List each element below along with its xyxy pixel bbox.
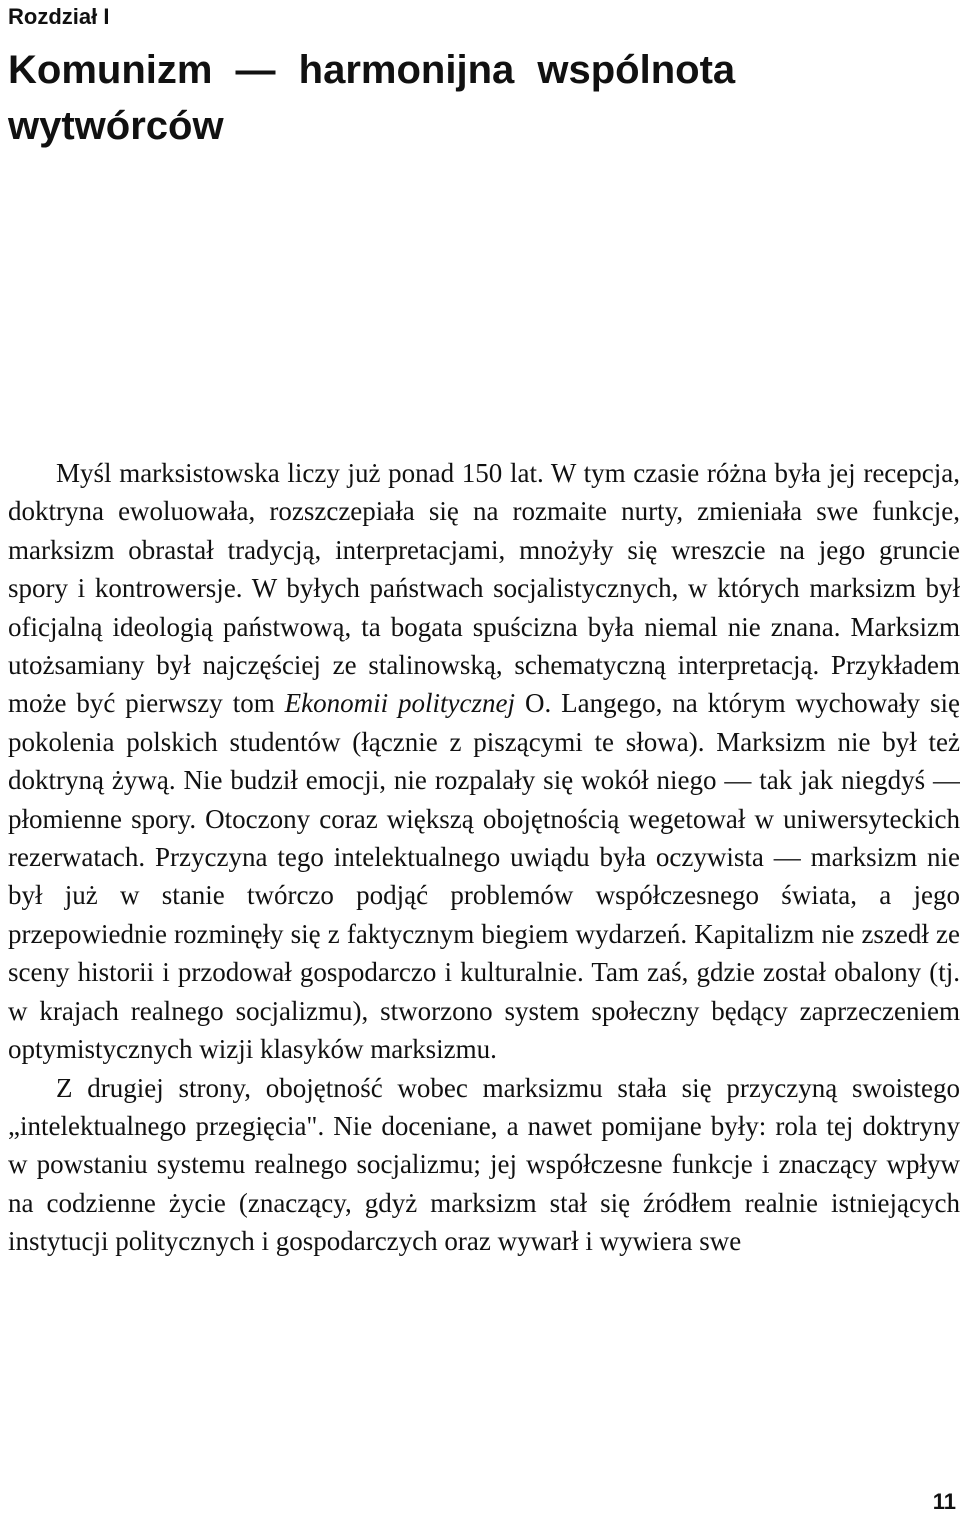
paragraph-1 bbox=[8, 454, 960, 1069]
book-title-italic: Ekonomii politycznej bbox=[284, 688, 516, 719]
page-number: 11 bbox=[932, 1489, 956, 1514]
chapter-title: Komunizm — harmonijna wspólnota wytwórców bbox=[8, 48, 736, 148]
body-text bbox=[8, 454, 960, 1261]
paragraph-1-text-a: Myśl marksistowska liczy już ponad 150 lat. W tym czasie różna była jej recepcja, doktryna ewoluowała, rozszczepiała się na rozmaite nurty, zmieniała swe funkcje, marksizm obrastał tradycją, interpretacjami, mnożyły się wreszcie na jego gruncie spory i kontrowersje. W byłych państwach socjalistycznych, w których marksizm był oficjalną ideologią państwową, ta bogata spuścizna była niemal nie znana. Marksizm utożsamiany był najczęściej ze stalinowską, schematyczną interpretacją. Przykładem może być pierwszy tom bbox=[8, 458, 960, 719]
paragraph-2: Z drugiej strony, obojętność wobec marksizmu stała się przyczyną swoistego „intelektualnego przegięcia". Nie doceniane, a nawet pomijane były: rola tej doktryny w powstaniu systemu realnego socjalizmu; jej współczesne funkcje i znaczący wpływ na codzienne życie (znaczący, gdyż marksizm stał się źródłem realnie istniejących instytucji politycznych i gospodarczych oraz wywarł i wywiera swe bbox=[8, 1072, 960, 1257]
chapter-label: Rozdział I bbox=[8, 4, 110, 29]
paragraph-1-text-b: O. Langego, na którym wychowały się pokolenia polskich studentów (łącznie z piszącymi te słowa). Marksizm nie był też doktryną żywą. Nie budził emocji, nie rozpalały się wokół niego — tak jak niegdyś — płomienne spory. Otoczony coraz większą obojętnością wegetował w uniwersyteckich rezerwatach. Przyczyna tego intelektualnego uwiądu była oczywista — marksizm nie był już w stanie twórczo podjąć problemów współczesnego świata, a jego przepowiednie rozminęły się z faktycznym biegiem wydarzeń. Kapitalizm nie zszedł ze sceny historii i przodował gospodarczo i kulturalnie. Tam zaś, gdzie został obalony (tj. w krajach realnego socjalizmu), stworzono system społeczny będący zaprzeczeniem optymistycznych wizji klasyków marksizmu. bbox=[8, 688, 960, 1065]
